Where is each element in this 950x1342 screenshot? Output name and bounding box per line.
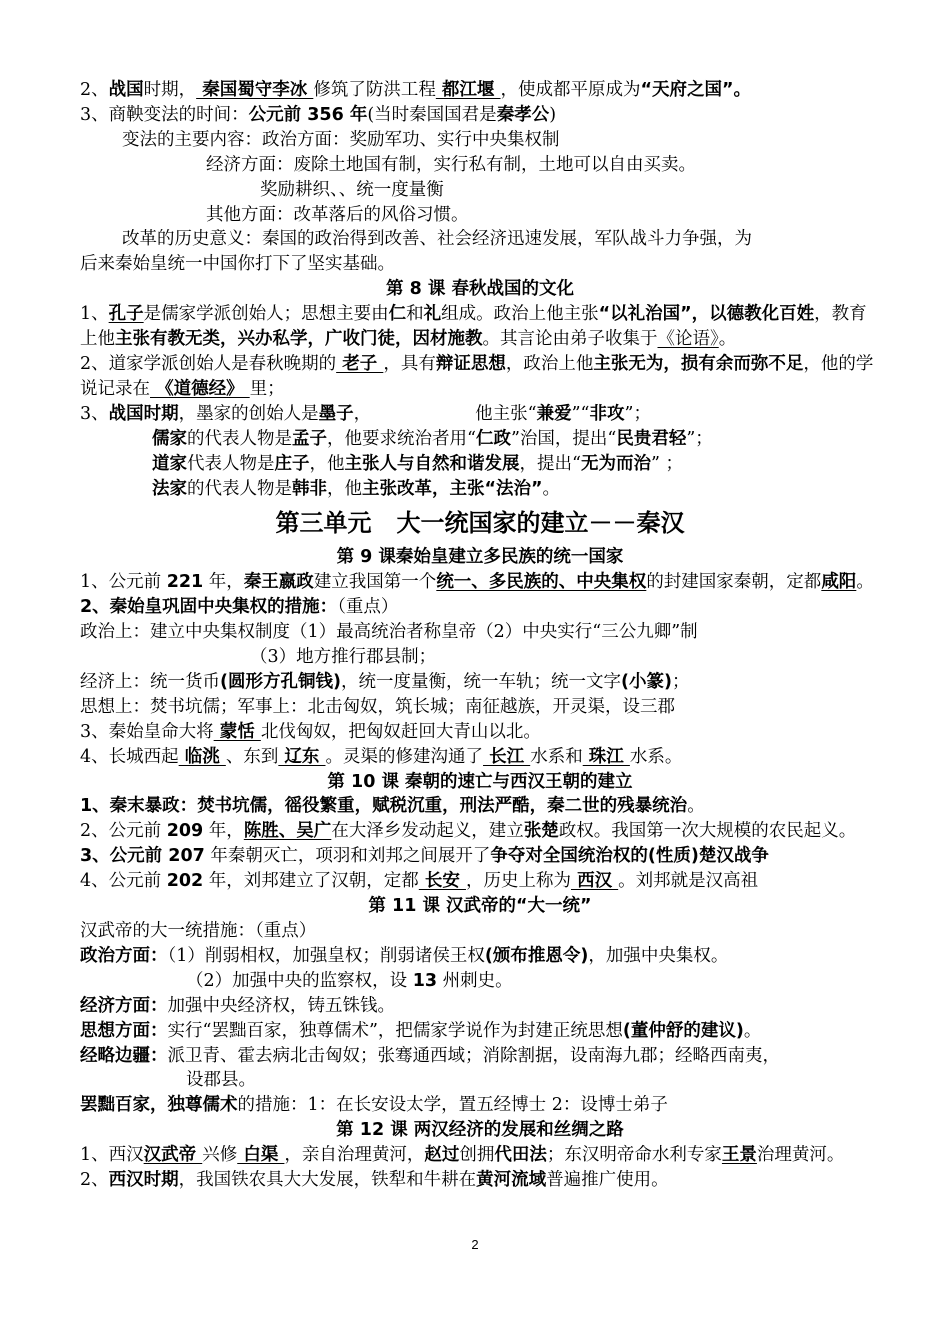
text-line: 3、公元前 207 年秦朝灭亡，项羽和刘邦之间展开了争夺对全国统治权的(性质)楚汉战争 bbox=[80, 846, 769, 867]
unit-heading: 第三单元 大一统国家的建立－－秦汉 bbox=[275, 509, 685, 538]
text-line: 奖励耕织、、统一度量衡 bbox=[260, 179, 444, 200]
text-line: 其他方面：改革落后的风俗习惯。 bbox=[206, 204, 469, 225]
lesson-heading: 第 11 课 汉武帝的“大一统” bbox=[368, 896, 592, 917]
lesson-heading: 第 12 课 两汉经济的发展和丝绸之路 bbox=[336, 1120, 624, 1141]
lesson-heading: 第 9 课秦始皇建立多民族的统一国家 bbox=[336, 547, 624, 568]
text-line: （3）地方推行郡县制； bbox=[250, 647, 437, 668]
text-line: 设郡县。 bbox=[186, 1070, 256, 1091]
paragraph: 2、公元前 209 年，陈胜、吴广在大泽乡发动起义，建立张楚政权。我国第一次大规模的农民起义。 bbox=[80, 821, 857, 842]
text-line: 儒家的代表人物是孟子，他要求统治者用“仁政”治国，提出“民贵君轻”； bbox=[152, 428, 713, 449]
page-number: 2 bbox=[471, 1237, 479, 1252]
text-line: 4、公元前 202 年，刘邦建立了汉朝，定都 长安 ，历史上称为 西汉 。刘邦就是汉高祖 bbox=[80, 871, 759, 892]
text-line: 4、长城西起 临洮 、东到 辽东 。灵渠的修建沟通了 长江 水系和 珠江 水系。 bbox=[80, 746, 683, 767]
text-line: 2、西汉时期，我国铁农具大大发展，铁犁和牛耕在黄河流域普遍推广使用。 bbox=[80, 1170, 669, 1191]
text-line: 2、战国时期， 秦国蜀守李冰 修筑了防洪工程 都江堰 ，使成都平原成为“天府之国”。 bbox=[80, 80, 752, 100]
text-line: 汉武帝的大一统措施：（重点） bbox=[80, 921, 317, 941]
text-line: 法家的代表人物是韩非，他主张改革，主张“法治”。 bbox=[152, 478, 561, 499]
text-line: 罢黜百家，独尊儒术的措施：1：在长安设太学，置五经博士 2：设博士弟子 bbox=[80, 1095, 668, 1116]
text-line: 1、秦末暴政：焚书坑儒，徭役繁重，赋税沉重，刑法严酷，秦二世的残暴统治。 bbox=[80, 796, 705, 817]
text-line: 改革的历史意义：秦国的政治得到改善、社会经济迅速发展，军队战斗力争强，为 bbox=[122, 229, 752, 250]
text-line: 经济上：统一货币(圆形方孔铜钱)，统一度量衡，统一车轨；统一文字(小篆)； bbox=[80, 671, 690, 692]
paragraph: 1、孔子是儒家学派创始人；思想主要由仁和礼组成。政治上他主张“以礼治国”，以德教化百姓，教育上他主张有教无类，兴办私学，广收门徒，因材施教。其言论由弟子收集于《论语》。 bbox=[80, 304, 867, 350]
text-line: 政治上：建立中央集权制度（1）最高统治者称皇帝（2）中央实行“三公九卿”制 bbox=[80, 622, 698, 643]
text-line: 经济方面：废除土地国有制，实行私有制，土地可以自由买卖。 bbox=[206, 154, 696, 175]
paragraph: 2、道家学派创始人是春秋晚期的 老子 ，具有辩证思想，政治上他主张无为，损有余而弥不足，他的学说记录在 《道德经》 里； bbox=[80, 353, 874, 399]
text-line: 思想方面：实行“罢黜百家，独尊儒术”，把儒家学说作为封建正统思想(董仲舒的建议)。 bbox=[80, 1020, 762, 1041]
text-line: 经济方面：加强中央经济权，铸五铢钱。 bbox=[80, 995, 395, 1016]
text-line: 政治方面：（1）削弱相权，加强皇权；削弱诸侯王权(颁布推恩令)，加强中央集权。 bbox=[80, 945, 729, 966]
text-line: 道家代表人物是庄子，他主张人与自然和谐发展，提出“无为而治” ； bbox=[152, 453, 683, 474]
lesson-heading: 第 8 课 春秋战国的文化 bbox=[386, 279, 574, 300]
paragraph: 1、公元前 221 年，秦王嬴政建立我国第一个统一、多民族的、中央集权的封建国家秦朝，定都咸阳。2、秦始皇巩固中央集权的措施：（重点） bbox=[80, 572, 874, 618]
text-line: 3、秦始皇命大将 蒙恬 北伐匈奴，把匈奴赶回大青山以北。 bbox=[80, 721, 541, 742]
paragraph: 1、西汉汉武帝 兴修 白渠 ，亲自治理黄河，赵过创拥代田法；东汉明帝命水利专家王景治理黄河。 bbox=[80, 1145, 845, 1166]
text-line: 3、商鞅变法的时间：公元前 356 年(当时秦国国君是秦孝公) bbox=[80, 104, 557, 125]
text-line: 思想上：焚书坑儒；军事上：北击匈奴，筑长城；南征越族，开灵渠，设三郡 bbox=[80, 696, 675, 717]
document-page bbox=[80, 78, 880, 1193]
text-line: 变法的主要内容：政治方面：奖励军功、实行中央集权制 bbox=[122, 129, 560, 150]
lesson-heading: 第 10 课 秦朝的速亡与西汉王朝的建立 bbox=[327, 771, 633, 792]
text-line: （2）加强中央的监察权，设 13 州刺史。 bbox=[186, 970, 513, 991]
text-line: 3、战国时期，墨家的创始人是墨子， 他主张“兼爱”“非攻”； bbox=[80, 403, 651, 424]
text-line: 后来秦始皇统一中国你打下了坚实基础。 bbox=[80, 254, 395, 275]
text-line: 经略边疆：派卫青、霍去病北击匈奴；张骞通西域；消除割据，设南海九郡；经略西南夷， bbox=[80, 1045, 780, 1066]
